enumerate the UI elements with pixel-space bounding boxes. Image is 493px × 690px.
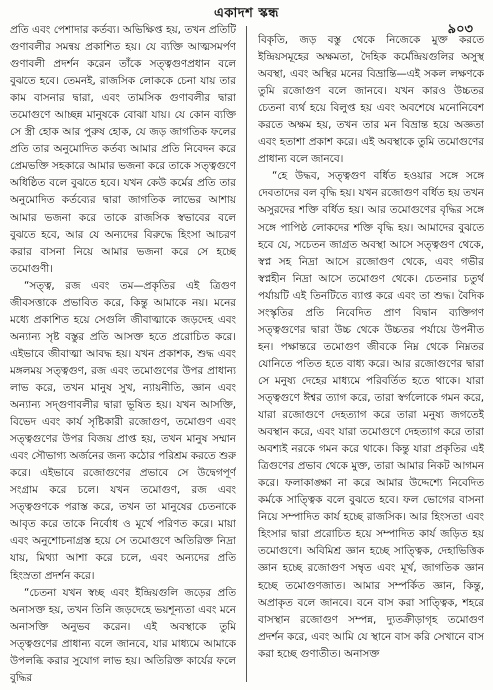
paragraph: “হে উদ্ধব, সত্ত্বগুণ বর্ধিত হওয়ার সঙ্গে সঙ্গে দেবতাদের বল বৃদ্ধি হয়। যখন রজোগুণ বর্ধিত হয় তখন অসুরদের শক্তি বর্ধিত হয়। আর তমোগুণের বৃদ্ধির সঙ্গে সঙ্গে পাপিষ্ঠ লোকদের শক্তি বৃদ্ধি হয়। আমাদের বুঝতে হবে যে, সচেতন জাগ্রত অবস্থা আসে সত্ত্বগুণ থেকে, স্বপ্ন সহ নিদ্রা আসে রজোগুণ থেকে, এবং গভীর স্বপ্নহীন নিদ্রা আসে তমোগুণ থেকে। চেতনার চতুর্থ পর্যায়টি এই তিনটিতে ব্যাপ্ত করে এবং তা শুদ্ধ। বৈদিক সংস্কৃতির প্রতি নিবেদিত প্রাণ বিদ্বান ব্যক্তিগণ সত্ত্বগুণের দ্বারা উচ্চ থেকে উচ্চতর পর্যায়ে উপনীত হন। পক্ষান্তরে তমোগুণ জীবকে নিম্ন থেকে নিম্নতর যোনিতে পতিত হতে বাধ্য করে। আর রজোগুণের দ্বারা সে মনুষ্য দেহের মাধ্যমে পরিবর্তিত হতে থাকে। যারা সত্ত্বগুণে ঈশ্বর ত্যাগ করে, তারা স্বর্গলোকে গমন করে, যারা রজোগুণে দেহত্যাগ করে তারা মনুষ্য জগতেই অবস্থান করে, এবং যারা তমোগুণে দেহত্যাগ করে তারা অবশ্যই নরকে গমন করে থাকে। কিন্তু যারা প্রকৃতির এই ত্রিগুণের প্রভাব থেকে মুক্ত, তারা আমার নিকট আগমন করে। ফলাকাঙ্ক্ষা না করে আমার উদ্দেশ্যে নিবেদিত কর্মকে সাত্ত্বিক বলে বুঝতে হবে। ফল ভোগের বাসনা নিয়ে সম্পাদিত কার্য হচ্ছে রাজসিক। আর হিংসতা এবং হিংসার দ্বারা প্ররোচিত হয়ে সম্পাদিত কার্য জড়িত হয় তমোগুণে। অবিমিশ্র জ্ঞান হচ্ছে সাত্ত্বিক, দেহাভিত্তিক জ্ঞান হচ্ছে রজোগুণ সম্বৃত এবং মূর্খ, জাগতিক জ্ঞান হচ্ছে তমোগুণজাত। আমার সম্পর্কিত জ্ঞান, কিন্তু, অপ্রাকৃত বলে জানবে। বনে বাস করা সাত্ত্বিক, শহরে বাসস্থান রজোগুণ সম্পন্ন, দ্যুতক্রীড়াগৃহ তমোগুণ প্রদর্শন করে, এবং আমি যে স্থানে বাস করি সেখানে বাস করা হচ্ছে গুণাতীত। অনাসক্ত bbox=[258, 170, 484, 660]
left-text-column bbox=[10, 22, 236, 687]
paragraph: “সত্ত্ব, রজ এবং তম—প্রকৃতির এই ত্রিগুণ জীবসত্তাকে প্রভাবিত করে, কিন্তু আমাকে নয়। মনের মধ্যে প্রকাশিত হয়ে সেগুলি জীবাত্মাকে জড়দেহ এবং অন্যান্য সৃষ্ট বস্তুর প্রতি আসক্ত হতে প্ররোচিত করে। এইভাবে জীবাত্মা আবদ্ধ হয়। যখন প্রকাশক, শুদ্ধ এবং মঙ্গলময় সত্ত্বগুণ, রজ এবং তমোগুণের উপর প্রাধান্য লাভ করে, তখন মানুষ সুখ, ন্যায়নীতি, জ্ঞান এবং অন্যান্য সদ্গুণাবলীর দ্বারা ভূষিত হয়। যখন আসক্তি, বিভেদ এবং কার্য সৃষ্টিকারী রজোগুণ, তমোগুণ এবং সত্ত্বগুণের উপর বিজয় প্রাপ্ত হয়, তখন মানুষ সম্মান এবং সৌভাগ্য অর্জনের জন্য কঠোর পরিশ্রম করতে শুরু করে। এইভাবে রজোগুণের প্রভাবে সে উদ্বেগপূর্ণ সংগ্রাম করে চলে। যখন তমোগুণ, রজ এবং সত্ত্বগুণকে পরাস্ত করে, তখন তা মানুষের চেতনাকে আবৃত করে তাকে নির্বোধ ও মূর্খে পরিণত করে। মায়া এবং অনুশোচনাগ্রস্ত হয়ে সে তমোগুণে অতিরিক্ত নিদ্রা যায়, মিথ্যা আশা করে চলে, এবং অন্যদের প্রতি হিংস্রতা প্রদর্শন করে। bbox=[10, 279, 236, 582]
running-head-title: একাদশ স্কন্ধ bbox=[214, 6, 279, 21]
paragraph: প্রতি এবং পেশাদার কর্তব্য। অভিক্ষিপ্ত হয়, তখন প্রতিটি গুণাবলীর সমন্বয় প্রকাশিত হয়। যে ব্যক্তি আত্মসমর্পণ গুণাবলী প্রদর্শন করেন তাঁকে সত্ত্বগুণপ্রধান বলে বুঝতে হবে। তেমনই, রাজসিক লোককে চেনা যায় তার কাম বাসনার দ্বারা, এবং তামসিক গুণাবলীর দ্বারা তমোগুণে আচ্ছন্ন মানুষকে বোঝা যায়। যে কোন ব্যক্তি সে স্ত্রী হোক আর পুরুষ হোক, যে জড় জাগতিক ফলের প্রতি তার অনুমোদিত কর্তব্য আমার প্রতি নিবেদন করে প্রেমভক্তি সহকারে আমার ভজনা করে তাকে সত্ত্বগুণে অধিষ্ঠিত বলে বুঝতে হবে। যখন কেউ কর্মের প্রতি তার অনুমোদিত কর্তব্যের দ্বারা জাগতিক লাভের আশায় আমার ভজনা করে তাকে রাজসিক স্বভাবের বলে বুঝতে হবে, আর যে অন্যদের বিরুদ্ধে হিংসা আচরণ করার বাসনা নিয়ে আমার ভজনা করে সে হচ্ছে তমোগুণী। bbox=[10, 24, 236, 275]
column-divider bbox=[246, 26, 247, 682]
paragraph: “চেতনা যখন স্বচ্ছ এবং ইন্দ্রিয়গুলি জড়ের প্রতি অনাসক্ত হয়, তখন তিনি জড়দেহে ভয়শূন্যতা এবং মনে অনাসক্তি অনুভব করেন। এই অবস্থাকে তুমি সত্ত্বগুণের প্রাধান্য বলে জানবে, যার মাধ্যমে আমাকে উপলব্ধি করার সুযোগ লাভ হয়। অতিরিক্ত কার্যের ফলে বুদ্ধির bbox=[10, 586, 236, 684]
page-number: ৯০৩ bbox=[447, 22, 473, 37]
right-text-column bbox=[258, 32, 484, 687]
paragraph: বিকৃতি, জড় বস্তু থেকে নিজেকে মুক্ত করতে ইন্দ্রিয়সমূহের অক্ষমতা, দৈহিক কর্মেন্দ্রিয়গুলির অসুস্থ অবস্থা, এবং অস্থির মনের বিভ্রান্তি—এই সকল লক্ষণকে তুমি রজোগুণ বলে জানবে। যখন কারও উচ্চতর চেতনা ব্যর্থ হয়ে বিলুপ্ত হয় এবং অবশেষে মনোনিবেশ করতে অক্ষম হয়, তখন তার মন বিভ্রান্ত হয়ে অজ্ঞতা এবং হতাশা প্রকাশ করে। এই অবস্থাকে তুমি তমোগুণের প্রাধান্য বলে জানবে। bbox=[258, 34, 484, 166]
